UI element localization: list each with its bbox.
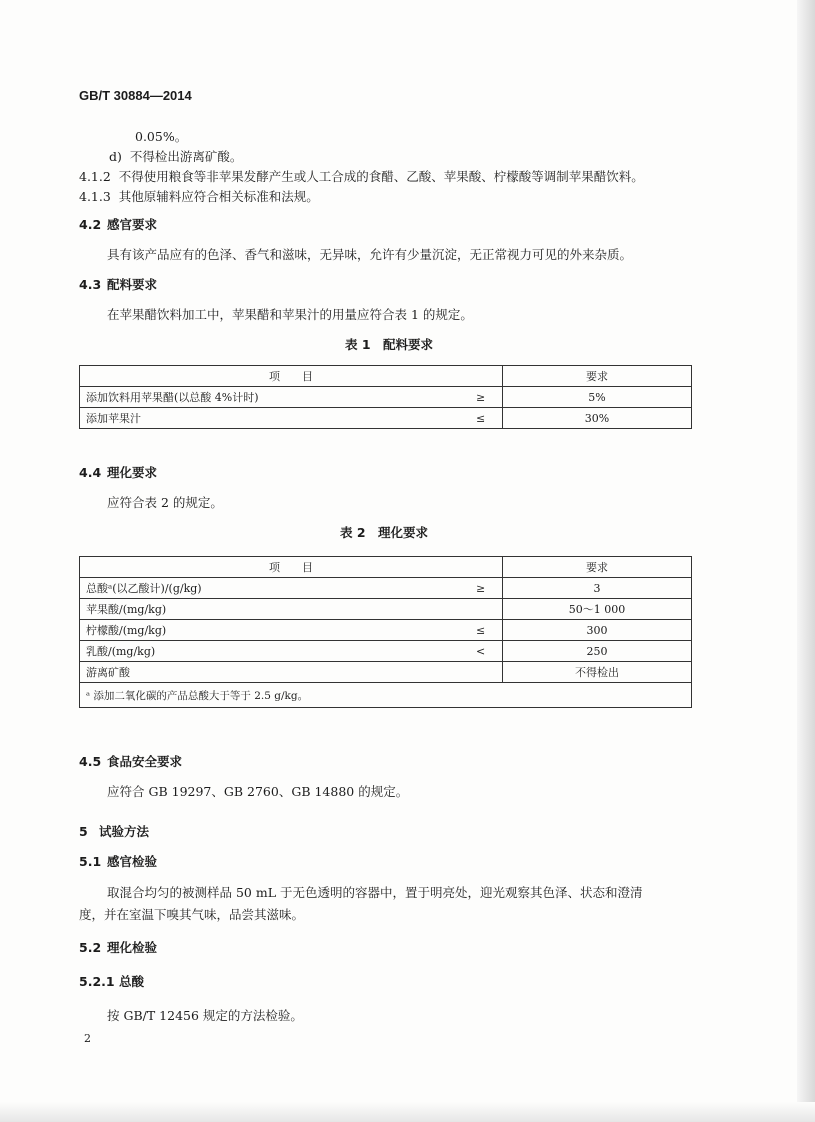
table-row bbox=[80, 620, 692, 641]
section-5-1-number: 5.1 bbox=[79, 854, 102, 869]
section-5-2-1-title: 总酸 bbox=[119, 974, 145, 989]
section-5-2-heading bbox=[79, 938, 157, 956]
section-4-5-text: 应符合 GB 19297、GB 2760、GB 14880 的规定。 bbox=[107, 784, 409, 799]
clause-4-1-2-number: 4.1.2 bbox=[79, 169, 111, 184]
section-5-2-1-text: 按 GB/T 12456 规定的方法检验。 bbox=[107, 1008, 303, 1023]
table-2-header-row bbox=[80, 557, 692, 578]
table-2-cell-requirement: 50～1 000 bbox=[503, 599, 692, 620]
table-1-cell-symbol: ≤ bbox=[459, 408, 502, 429]
table-2-cell-symbol: ≤ bbox=[459, 620, 502, 641]
table-1-header-item: 项 目 bbox=[80, 366, 503, 387]
item-d-label: d) bbox=[109, 149, 122, 164]
section-4-4-heading bbox=[79, 463, 157, 481]
section-5-1-title: 感官检验 bbox=[107, 854, 158, 869]
section-4-2-text: 具有该产品应有的色泽、香气和滋味，无异味，允许有少量沉淀，无正常视力可见的外来杂质。 bbox=[107, 247, 633, 262]
section-4-5-number: 4.5 bbox=[79, 754, 102, 769]
table-1-header-row bbox=[80, 366, 692, 387]
section-5-2-1-heading bbox=[79, 972, 144, 990]
section-5-title: 试验方法 bbox=[99, 824, 150, 839]
table-1-cell-requirement: 5% bbox=[503, 387, 692, 408]
item-d bbox=[109, 147, 242, 165]
table-2 bbox=[79, 556, 692, 708]
clause-4-1-3 bbox=[79, 187, 319, 205]
section-4-2-number: 4.2 bbox=[79, 217, 102, 232]
section-4-2-title: 感官要求 bbox=[107, 217, 158, 232]
section-4-4-title: 理化要求 bbox=[107, 465, 158, 480]
section-4-3-heading bbox=[79, 275, 157, 293]
table-2-cell-item: 乳酸/(mg/kg) bbox=[80, 641, 460, 662]
table-2-cell-requirement: 3 bbox=[503, 578, 692, 599]
section-5-number: 5 bbox=[79, 824, 88, 839]
page-bottom-shadow bbox=[0, 1102, 815, 1122]
table-2-header-requirement: 要求 bbox=[503, 557, 692, 578]
table-1-caption: 表 1 配料要求 bbox=[345, 337, 434, 352]
page-edge-shadow bbox=[797, 0, 815, 1122]
item-d-text: 不得检出游离矿酸。 bbox=[129, 149, 243, 164]
table-row bbox=[80, 387, 692, 408]
section-5-heading bbox=[79, 822, 149, 840]
table-2-cell-requirement: 250 bbox=[503, 641, 692, 662]
table-1-cell-symbol: ≥ bbox=[459, 387, 502, 408]
section-5-2-number: 5.2 bbox=[79, 940, 102, 955]
table-1-header-requirement: 要求 bbox=[503, 366, 692, 387]
table-2-cell-requirement: 不得检出 bbox=[503, 662, 692, 683]
item-c-value: 0.05%。 bbox=[135, 129, 188, 144]
table-row bbox=[80, 578, 692, 599]
section-4-3-text: 在苹果醋饮料加工中，苹果醋和苹果汁的用量应符合表 1 的规定。 bbox=[107, 307, 473, 322]
table-2-cell-requirement: 300 bbox=[503, 620, 692, 641]
section-4-5-title: 食品安全要求 bbox=[107, 754, 183, 769]
section-5-1-text-line1: 取混合均匀的被测样品 50 mL 于无色透明的容器中，置于明亮处，迎光观察其色泽、状态和澄清 bbox=[107, 885, 643, 900]
table-2-note-row bbox=[80, 683, 692, 708]
section-4-5-heading bbox=[79, 752, 182, 770]
clause-4-1-3-number: 4.1.3 bbox=[79, 189, 111, 204]
table-2-cell-symbol bbox=[459, 662, 502, 683]
table-row bbox=[80, 408, 692, 429]
page-number: 2 bbox=[84, 1032, 91, 1045]
table-2-cell-item: 总酸ᵃ(以乙酸计)/(g/kg) bbox=[80, 578, 460, 599]
standard-number: GB/T 30884—2014 bbox=[79, 88, 192, 103]
table-2-cell-symbol: ≥ bbox=[459, 578, 502, 599]
section-5-2-1-number: 5.2.1 bbox=[79, 974, 115, 989]
table-2-footnote: ᵃ 添加二氧化碳的产品总酸大于等于 2.5 g/kg。 bbox=[80, 683, 692, 708]
section-4-4-text: 应符合表 2 的规定。 bbox=[107, 495, 223, 510]
section-5-1-heading bbox=[79, 852, 157, 870]
section-4-2-heading bbox=[79, 215, 157, 233]
clause-4-1-2-text: 不得使用粮食等非苹果发酵产生或人工合成的食醋、乙酸、苹果酸、柠檬酸等调制苹果醋饮料。 bbox=[118, 169, 644, 184]
table-row bbox=[80, 641, 692, 662]
table-1-cell-requirement: 30% bbox=[503, 408, 692, 429]
table-1 bbox=[79, 365, 692, 429]
section-4-3-title: 配料要求 bbox=[107, 277, 158, 292]
table-2-cell-item: 柠檬酸/(mg/kg) bbox=[80, 620, 460, 641]
table-2-header-item: 项 目 bbox=[80, 557, 503, 578]
table-1-cell-item: 添加饮料用苹果醋(以总酸 4%计时) bbox=[80, 387, 460, 408]
section-4-4-number: 4.4 bbox=[79, 465, 102, 480]
table-1-cell-item: 添加苹果汁 bbox=[80, 408, 460, 429]
table-2-cell-symbol: < bbox=[459, 641, 502, 662]
table-2-cell-item: 苹果酸/(mg/kg) bbox=[80, 599, 460, 620]
table-row bbox=[80, 599, 692, 620]
section-5-1-text-line2: 度，并在室温下嗅其气味，品尝其滋味。 bbox=[79, 907, 305, 922]
section-4-3-number: 4.3 bbox=[79, 277, 102, 292]
table-row bbox=[80, 662, 692, 683]
clause-4-1-3-text: 其他原辅料应符合相关标准和法规。 bbox=[118, 189, 319, 204]
table-2-caption: 表 2 理化要求 bbox=[340, 525, 429, 540]
section-5-2-title: 理化检验 bbox=[107, 940, 158, 955]
clause-4-1-2 bbox=[79, 167, 644, 185]
table-2-cell-item: 游离矿酸 bbox=[80, 662, 460, 683]
table-2-cell-symbol bbox=[459, 599, 502, 620]
